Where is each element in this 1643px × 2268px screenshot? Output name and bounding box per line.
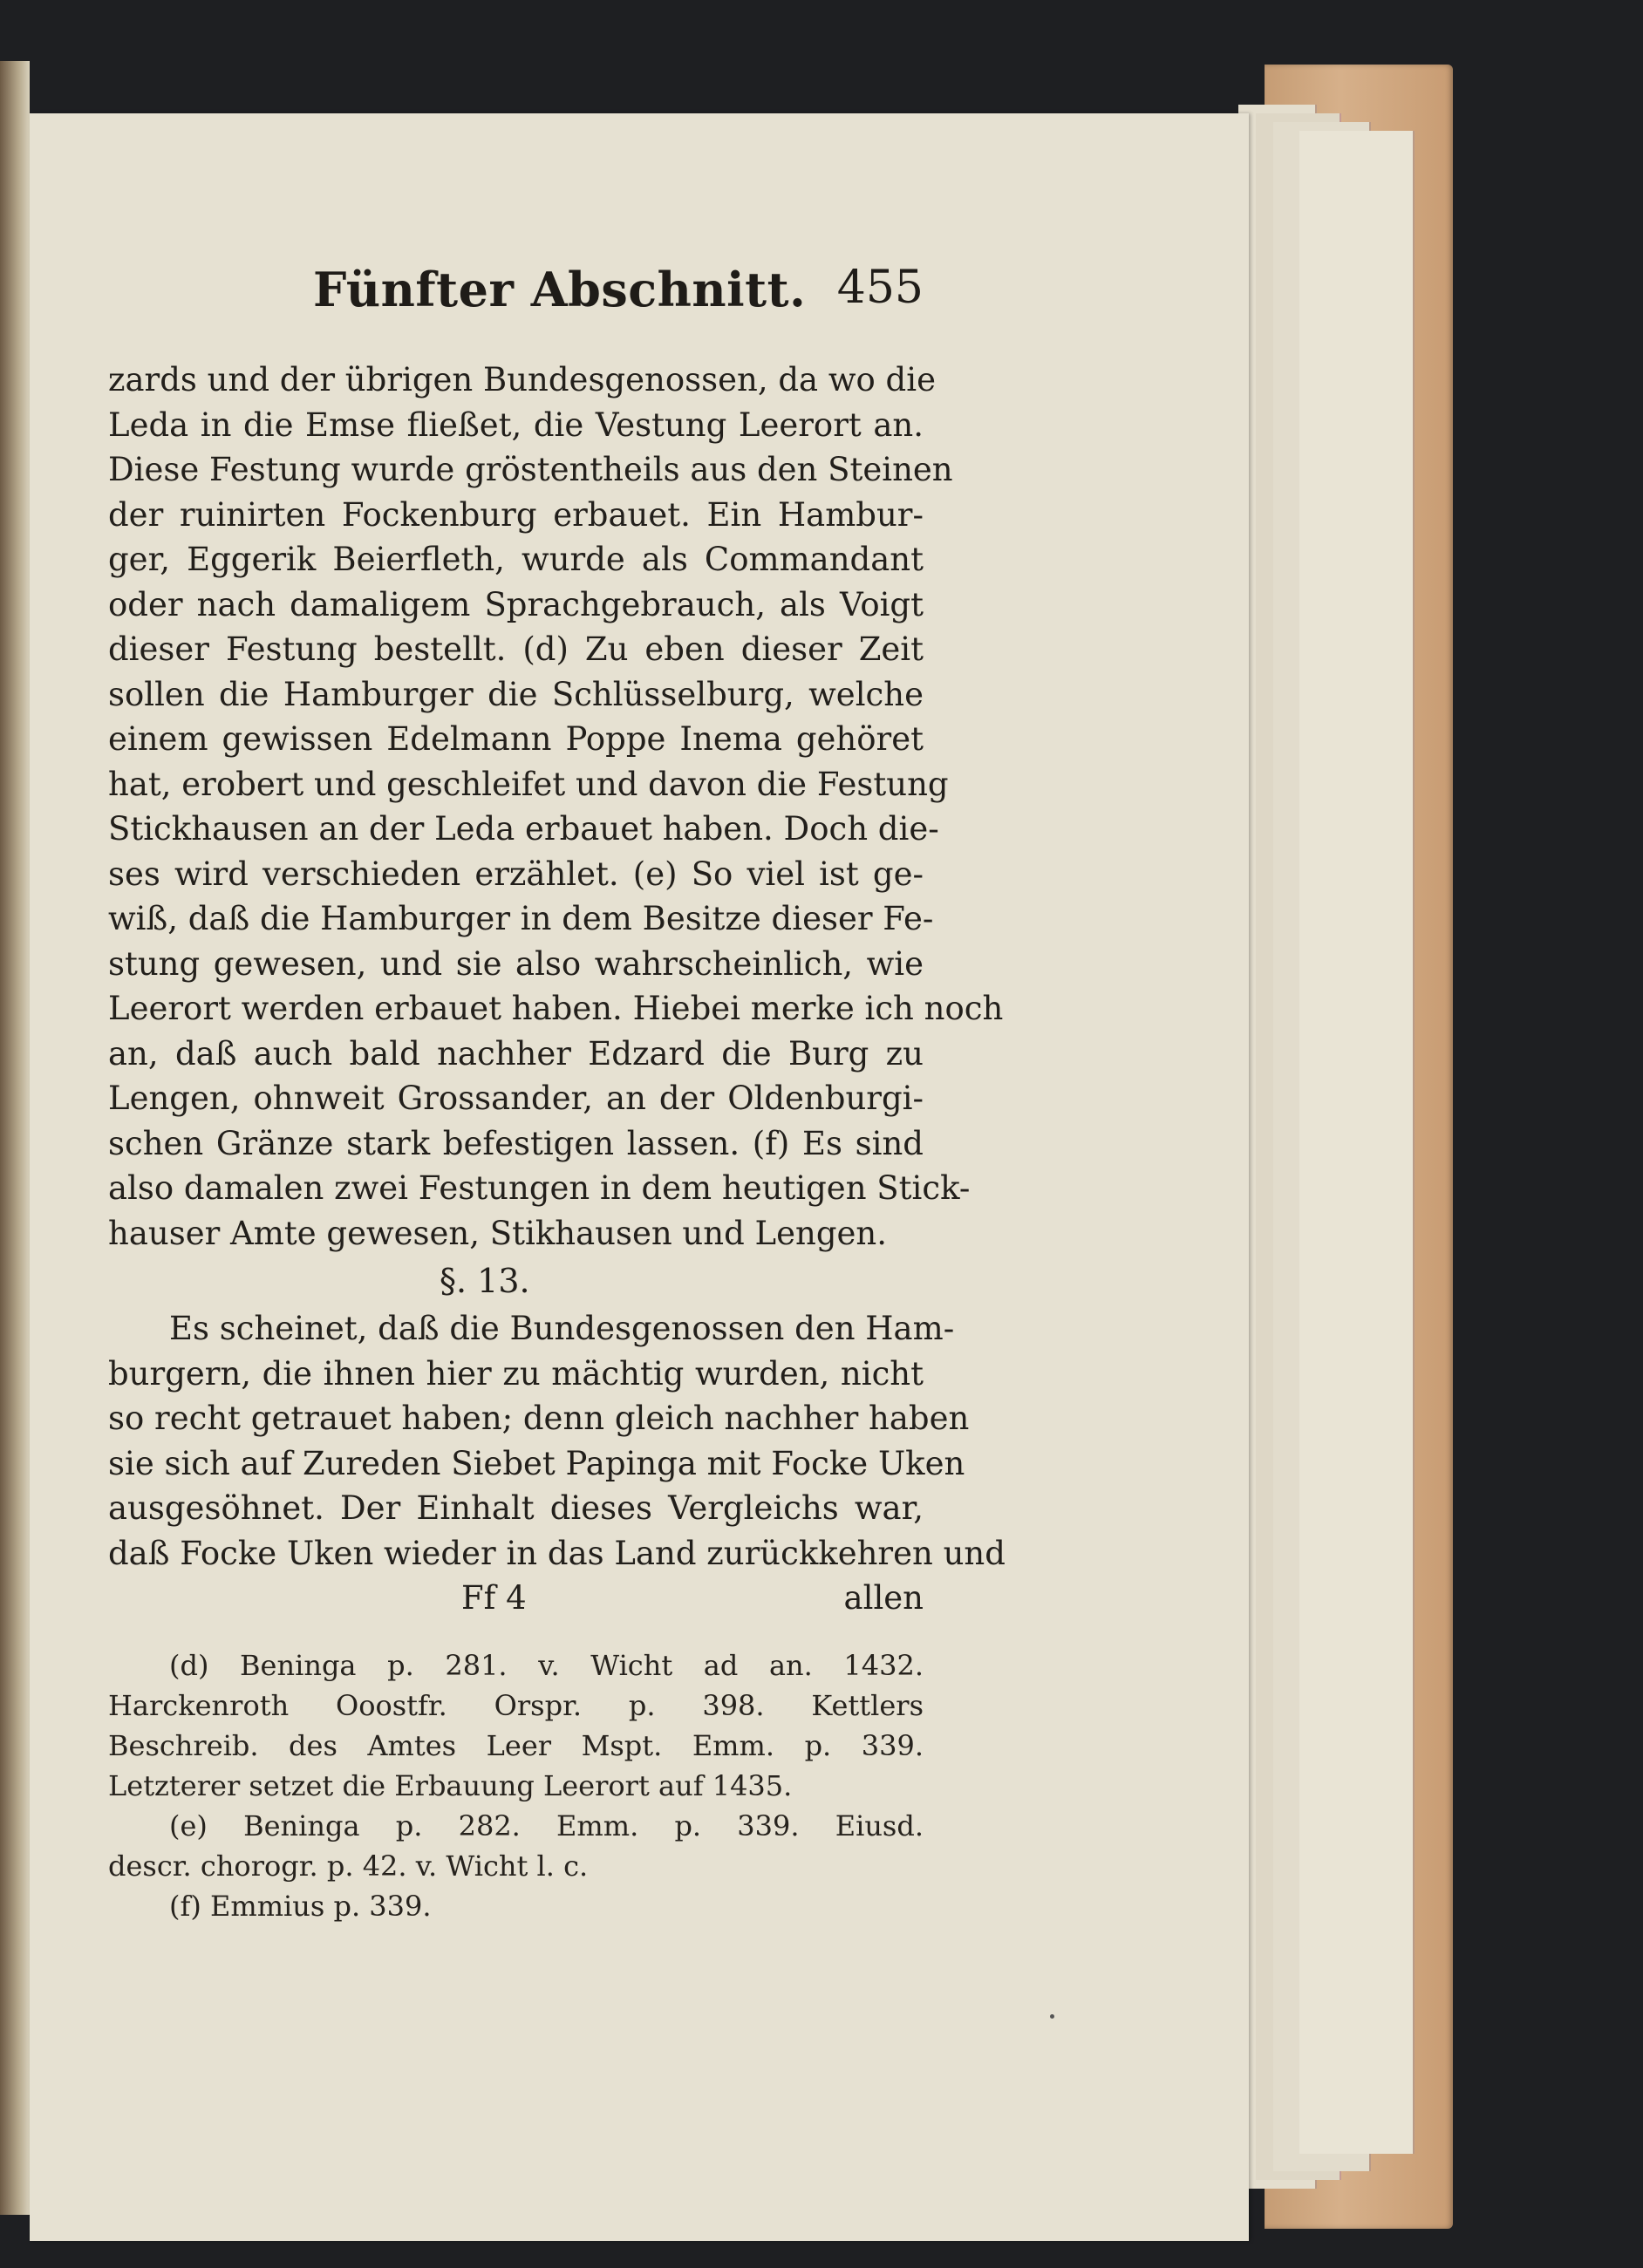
footnote-line: Harckenroth Ooostfr. Orspr. p. 398. Kettlers bbox=[108, 1689, 924, 1722]
text-line: schen Gränze stark befestigen lassen. (f) Es sind bbox=[108, 1124, 924, 1162]
text-line: an, daß auch bald nachher Edzard die Burg zu bbox=[108, 1034, 924, 1073]
text-line: sollen die Hamburger die Schlüsselburg, welche bbox=[108, 675, 924, 713]
text-line: Leerort werden erbauet haben. Hiebei merke ich noch bbox=[108, 990, 1004, 1027]
footnotes bbox=[108, 1645, 924, 1926]
page-footer-line bbox=[108, 1576, 924, 1621]
text-line: Diese Festung wurde gröstentheils aus den Steinen bbox=[108, 451, 953, 488]
text-line: dieser Festung bestellt. (d) Zu eben dieser Zeit bbox=[108, 630, 924, 668]
page-number: 455 bbox=[836, 262, 924, 314]
text-line: ausgesöhnet. Der Einhalt dieses Vergleichs war, bbox=[108, 1489, 924, 1527]
text-line: also damalen zwei Festungen in dem heutigen Stick- bbox=[108, 1169, 971, 1207]
book-left-edge bbox=[0, 61, 30, 2215]
text-line: der ruinirten Fockenburg erbauet. Ein Hambur- bbox=[108, 495, 924, 534]
text-line: wiß, daß die Hamburger in dem Besitze dieser Fe- bbox=[108, 900, 934, 937]
text-line: so recht getrauet haben; denn gleich nachher haben bbox=[108, 1400, 970, 1437]
catchword: allen bbox=[843, 1579, 924, 1617]
text-line: hat, erobert und geschleifet und davon die Festung bbox=[108, 765, 949, 803]
page-header bbox=[108, 262, 924, 358]
text-line: Stickhausen an der Leda erbauet haben. Doch die- bbox=[108, 810, 939, 848]
page-leaf bbox=[1299, 131, 1415, 2154]
footnote-line: descr. chorogr. p. 42. v. Wicht l. c. bbox=[108, 1849, 589, 1883]
running-title: Fünfter Abschnitt. bbox=[313, 262, 807, 317]
text-line: burgern, die ihnen hier zu mächtig wurden, nicht bbox=[108, 1354, 924, 1393]
text-line: hauser Amte gewesen, Stikhausen und Lengen. bbox=[108, 1214, 888, 1252]
text-line: sie sich auf Zureden Siebet Papinga mit Focke Uken bbox=[108, 1444, 965, 1482]
signature-mark: Ff 4 bbox=[461, 1579, 527, 1617]
text-line: ses wird verschieden erzählet. (e) So viel ist ge- bbox=[108, 855, 924, 893]
book-page bbox=[30, 113, 1249, 2241]
footnote-line: Letzterer setzet die Erbauung Leerort auf 1435. bbox=[108, 1769, 793, 1802]
footnote-line: (e) Beninga p. 282. Emm. p. 339. Eiusd. bbox=[169, 1809, 924, 1842]
footnote-line: (f) Emmius p. 339. bbox=[169, 1890, 432, 1923]
text-line: oder nach damaligem Sprachgebrauch, als Voigt bbox=[108, 585, 924, 623]
text-line: einem gewissen Edelmann Poppe Inema gehöret bbox=[108, 720, 924, 758]
text-line: ger, Eggerik Beierfleth, wurde als Commandant bbox=[108, 541, 924, 578]
paper-speck bbox=[1050, 2014, 1054, 2019]
text-line: Es scheinet, daß die Bundesgenossen den Ham- bbox=[169, 1310, 955, 1347]
text-line: Leda in die Emse fließet, die Vestung Leerort an. bbox=[108, 405, 924, 444]
text-line: Lengen, ohnweit Grossander, an der Oldenburgi- bbox=[108, 1080, 924, 1117]
footnote-line: (d) Beninga p. 281. v. Wicht ad an. 1432. bbox=[169, 1649, 924, 1682]
section-heading: §. 13. bbox=[440, 1262, 530, 1300]
footnote-line: Beschreib. des Amtes Leer Mspt. Emm. p. 339. bbox=[108, 1729, 924, 1762]
text-line: zards und der übrigen Bundesgenossen, da wo die bbox=[108, 361, 936, 398]
main-text bbox=[108, 358, 1006, 1576]
text-line: daß Focke Uken wieder in das Land zurückkehren und bbox=[108, 1534, 1006, 1572]
text-line: stung gewesen, und sie also wahrscheinlich, wie bbox=[108, 944, 924, 983]
page-content bbox=[108, 262, 1006, 1926]
